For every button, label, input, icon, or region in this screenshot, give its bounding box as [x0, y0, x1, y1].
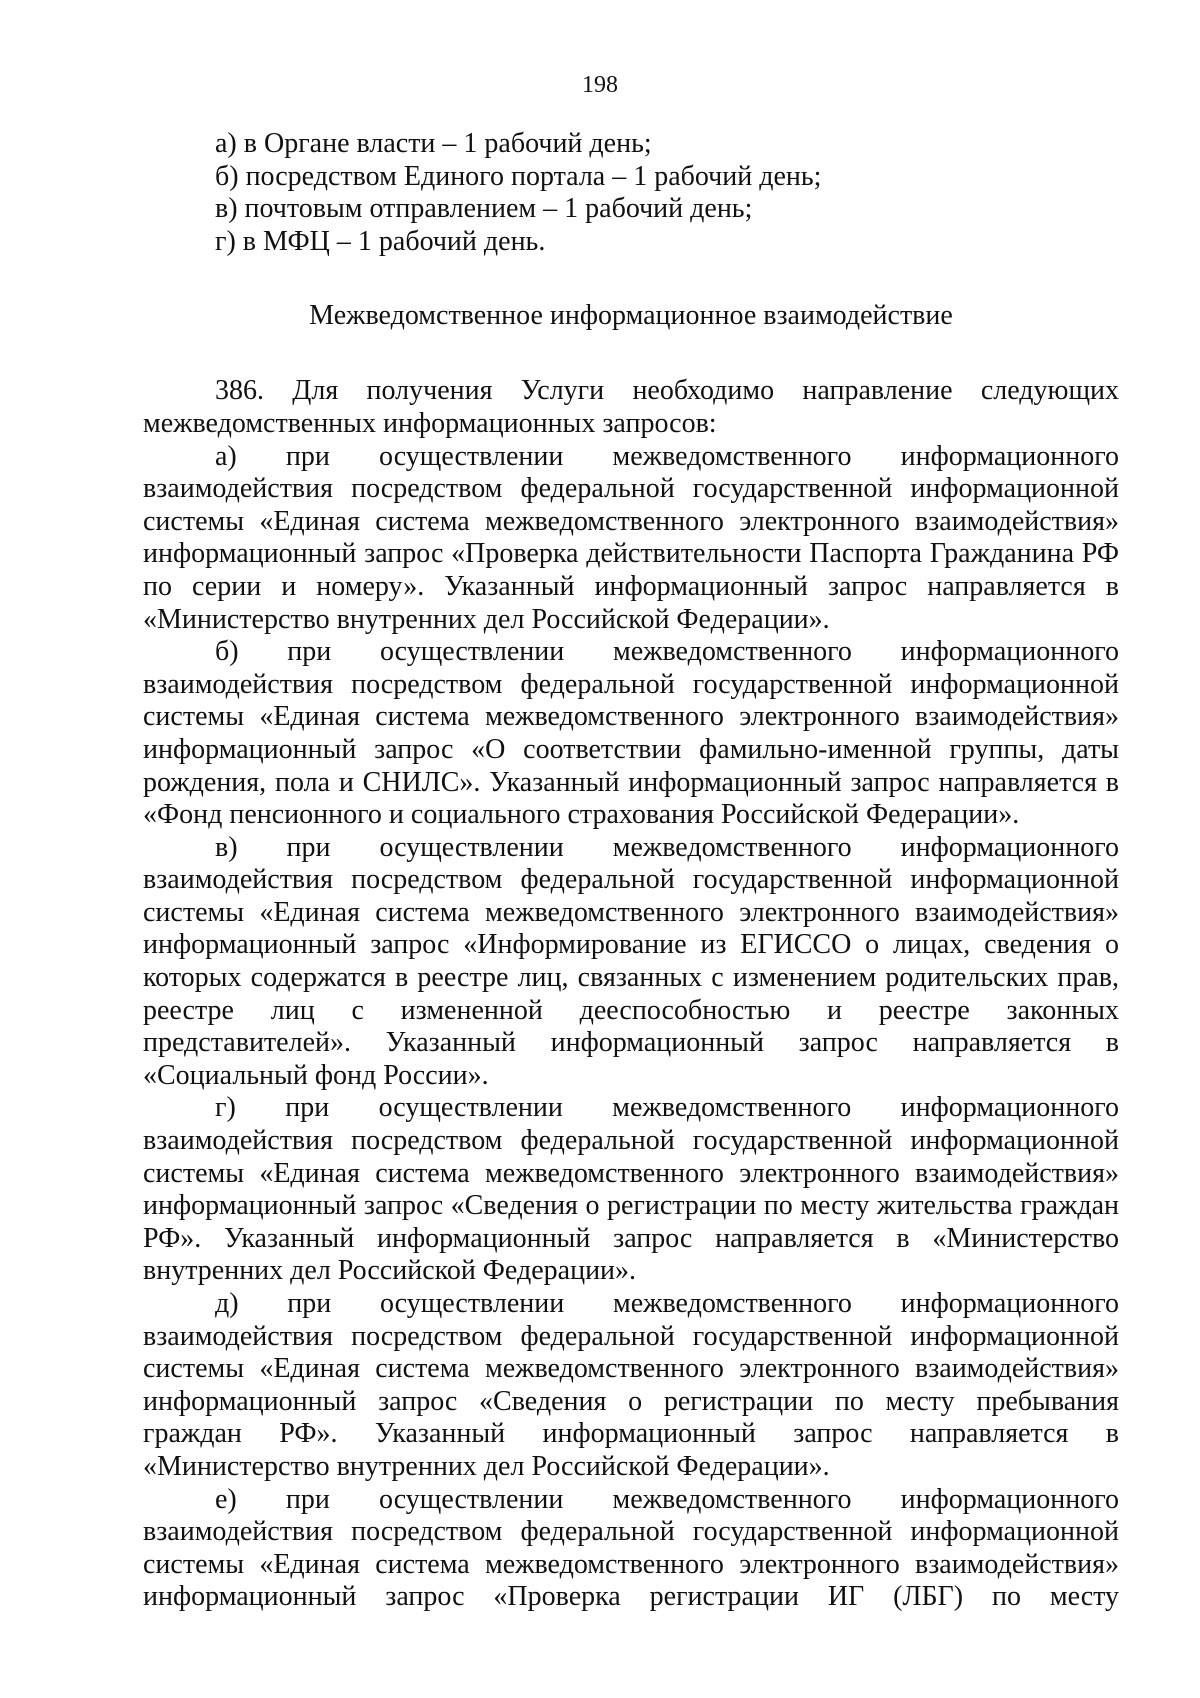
- paragraph-item-d: д) при осуществлении межведомственного информационного взаимодействия посредством федеральной государственной информационной системы «Единая система межведомственного электронного взаимодействия» информационный запрос «Сведения о регистрации по месту пребывания граждан РФ». Указанный информационный запрос направляется в «Министерство внутренних дел Российской Федерации».: [143, 1288, 1119, 1482]
- paragraph-item-a: а) при осуществлении межведомственного информационного взаимодействия посредством федеральной государственной информационной системы «Единая система межведомственного электронного взаимодействия» информационный запрос «Проверка действительности Паспорта Гражданина РФ по серии и номеру». Указанный информационный запрос направляется в «Министерство внутренних дел Российской Федерации».: [143, 440, 1119, 635]
- paragraph-item-v: в) при осуществлении межведомственного информационного взаимодействия посредством федеральной государственной информационной системы «Единая система межведомственного электронного взаимодействия» информационный запрос «Информирование из ЕГИССО о лицах, сведения о которых содержатся в реестре лиц, связанных с изменением родительских прав, реестре лиц с измененной дееспособностью и реестре законных представителей». Указанный информационный запрос направляется в «Социальный фонд России».: [143, 831, 1119, 1091]
- page-number: 198: [582, 72, 618, 98]
- section-heading-text: Межведомственное информационное взаимодействие: [309, 300, 953, 332]
- paragraph-item-g: г) при осуществлении межведомственного информационного взаимодействия посредством федеральной государственной информационной системы «Единая система межведомственного электронного взаимодействия» информационный запрос «Сведения о регистрации по месту жительства граждан РФ». Указанный информационный запрос направляется в «Министерство внутренних дел Российской Федерации».: [143, 1092, 1119, 1287]
- paragraph-386: 386. Для получения Услуги необходимо направление следующих межведомственных информационных запросов:: [143, 375, 1119, 439]
- list-item: б) посредством Единого портала – 1 рабочий день;: [215, 160, 822, 192]
- document-body: [143, 128, 1119, 1614]
- list-item: в) почтовым отправлением – 1 рабочий день;: [215, 193, 753, 225]
- list-item: а) в Органе власти – 1 рабочий день;: [215, 128, 652, 159]
- paragraph-item-e: е) при осуществлении межведомственного информационного взаимодействия посредством федеральной государственной информационной системы «Единая система межведомственного электронного взаимодействия» информационный запрос «Проверка регистрации ИГ (ЛБГ) по месту: [143, 1483, 1119, 1613]
- list-item: г) в МФЦ – 1 рабочий день.: [215, 225, 546, 257]
- section-heading: [143, 279, 1119, 333]
- paragraph-item-b: б) при осуществлении межведомственного информационного взаимодействия посредством федеральной государственной информационной системы «Единая система межведомственного электронного взаимодействия» информационный запрос «О соответствии фамильно-именной группы, даты рождения, пола и СНИЛС». Указанный информационный запрос направляется в «Фонд пенсионного и социального страхования Российской Федерации».: [143, 636, 1119, 831]
